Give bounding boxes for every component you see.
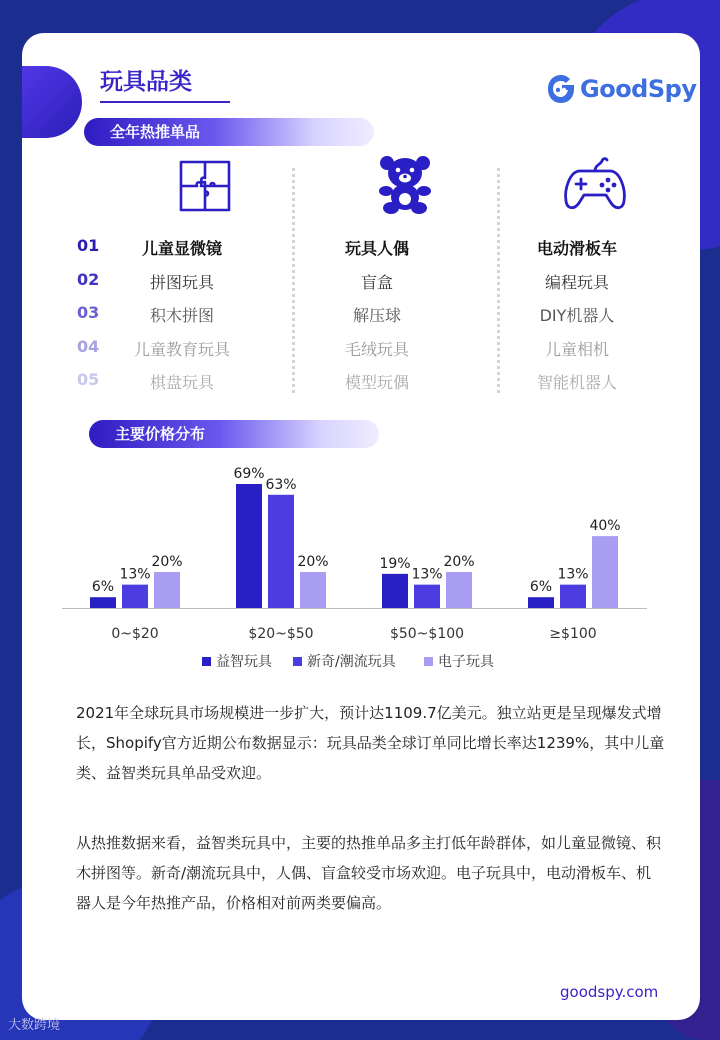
page-title: 玩具品类 <box>100 69 192 95</box>
hot-item: 积木拼图 <box>149 306 214 325</box>
bar <box>382 574 408 608</box>
hot-item: 智能机器人 <box>536 373 617 392</box>
category-label: ≥$100 <box>549 626 597 642</box>
data-label: 63% <box>265 476 297 493</box>
hot-item: 毛绒玩具 <box>344 339 409 359</box>
hot-item: 拼图玩具 <box>149 272 214 292</box>
title-underline <box>100 101 230 103</box>
hot-item: 电动滑板车 <box>536 239 617 258</box>
section-label-hot-items: 全年热推单品 <box>84 118 374 146</box>
rank-number: 03 <box>77 303 100 322</box>
data-label: 6% <box>529 579 553 596</box>
hot-item: 儿童显微镜 <box>141 239 222 258</box>
bar <box>300 572 326 608</box>
column-divider <box>497 168 500 393</box>
legend-swatch <box>293 657 302 666</box>
hot-item: 盲盒 <box>360 272 393 292</box>
bar <box>268 495 294 608</box>
hot-item: 模型玩偶 <box>344 373 409 392</box>
data-label: 19% <box>379 555 411 572</box>
legend-swatch <box>424 657 433 666</box>
goodspy-logo <box>546 73 696 105</box>
hot-item: 儿童教育玩具 <box>133 339 230 359</box>
goodspy-logo-icon <box>546 73 576 105</box>
bar <box>90 597 116 608</box>
intro-paragraph: 2021年全球玩具市场规模进一步扩大，预计达1109.7亿美元。独立站更是呈现爆发式增长，Shopify官方近期公布数据显示：玩具品类全球订单同比增长率达1239%，其中儿童类、益智类玩具单品受欢迎。 <box>76 704 665 782</box>
hot-item: 编程玩具 <box>544 272 609 292</box>
watermark: 大数跨境 <box>8 1018 61 1033</box>
category-label: $50~$100 <box>389 626 465 642</box>
section-label-price-distribution: 主要价格分布 <box>89 420 379 448</box>
legend-label: 新奇/潮流玩具 <box>307 654 396 670</box>
footer-url[interactable]: goodspy.com <box>560 983 659 1001</box>
category-label: $20~$50 <box>248 626 314 642</box>
price-distribution-chart <box>22 448 700 688</box>
content-card <box>22 33 700 1020</box>
legend-swatch <box>202 657 211 666</box>
data-label: 13% <box>411 566 443 583</box>
bar <box>154 572 180 608</box>
brand-name: GoodSpy <box>580 75 697 103</box>
rank-number: 02 <box>77 269 100 289</box>
category-label: 0~$20 <box>111 626 159 642</box>
data-label: 20% <box>443 554 475 571</box>
hot-item: 儿童相机 <box>544 339 609 359</box>
rank-number: 01 <box>77 236 100 255</box>
data-label: 20% <box>297 554 329 571</box>
data-label: 6% <box>91 579 115 596</box>
data-label: 13% <box>557 566 589 583</box>
analysis-paragraph: 从热推数据来看，益智类玩具中，主要的热推单品多主打低年龄群体，如儿童显微镜、积木拼图等。新奇/潮流玩具中，人偶、盲盒较受市场欢迎。电子玩具中，电动滑板车、机器人是今年热推产品，价格相对前两类要偏高。 <box>76 834 662 912</box>
puzzle-icon <box>178 159 232 213</box>
rank-number: 05 <box>77 370 100 389</box>
data-label: 13% <box>119 566 151 583</box>
data-label: 69% <box>233 466 265 482</box>
legend-label: 益智玩具 <box>216 654 272 670</box>
data-label: 20% <box>151 554 183 571</box>
column-divider <box>292 168 295 393</box>
rank-number: 04 <box>77 336 100 356</box>
bar <box>236 484 262 608</box>
hot-item: 解压球 <box>352 306 401 325</box>
bar <box>122 585 148 608</box>
bar <box>414 585 440 608</box>
gamepad-icon <box>562 155 628 213</box>
data-label: 40% <box>589 518 621 535</box>
hot-item: 棋盘玩具 <box>149 373 214 392</box>
bar <box>592 536 618 608</box>
teddy-bear-icon <box>374 153 436 215</box>
legend-label: 电子玩具 <box>438 654 494 670</box>
hot-item: 玩具人偶 <box>344 239 409 258</box>
bar <box>560 585 586 608</box>
bar <box>446 572 472 608</box>
hot-item: DIY机器人 <box>539 306 615 325</box>
decor-semicircle <box>22 66 82 138</box>
bar <box>528 597 554 608</box>
